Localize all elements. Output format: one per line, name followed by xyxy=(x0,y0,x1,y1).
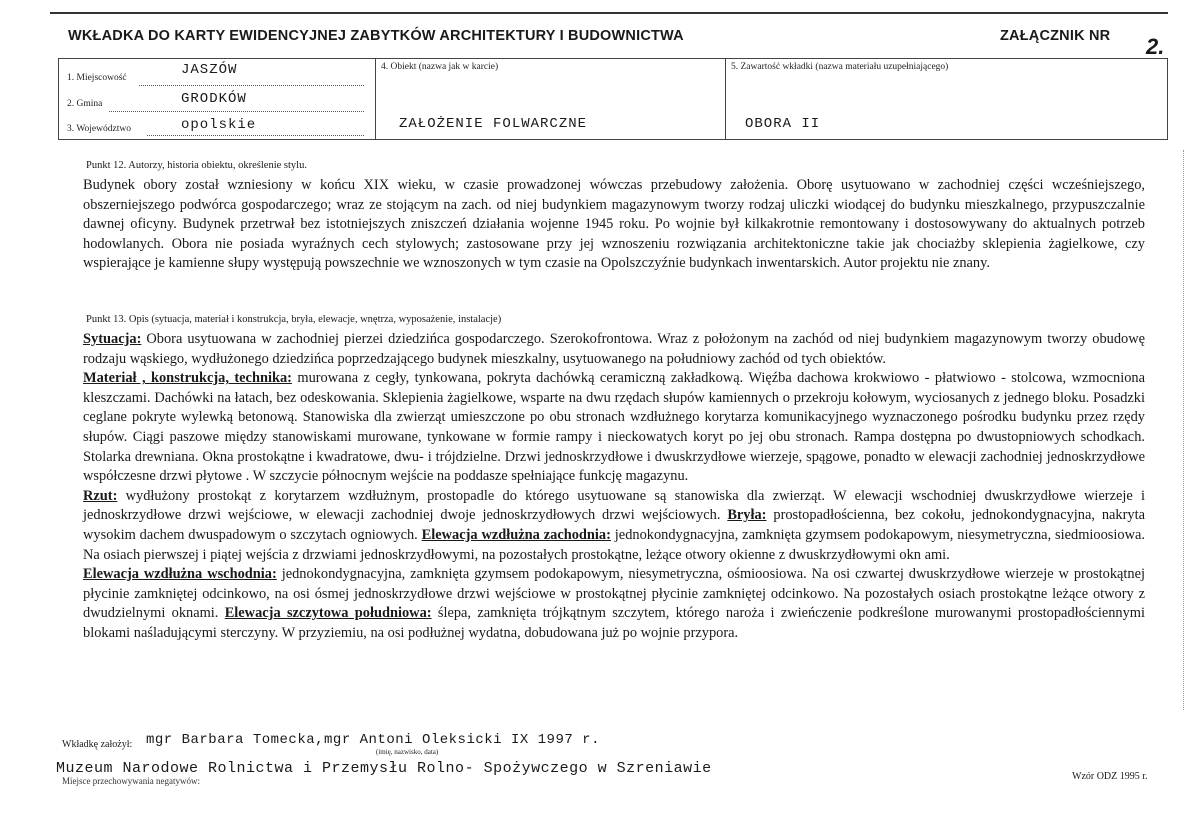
locality-dots xyxy=(139,85,364,86)
voivodeship-value: opolskie xyxy=(181,117,257,133)
east-elevation-paragraph xyxy=(83,565,1145,643)
west-elevation-text: jednokondygnacyjna, zamknięta gzymsem podokapowym, niesymetryczna, siedmioosiowa. Na osiach pierwszej i piątej wejścia z drzwiami jednoskrzydłowymi, na pozostałych prostokątne, leżące otwory okienne z dwuskrzydłowymi okn ami. xyxy=(83,526,1145,563)
section12-caption: Punkt 12. Autorzy, historia obiektu, określenie stylu. xyxy=(86,160,307,171)
identification-grid xyxy=(58,58,1168,140)
author-sublabel: (imię, nazwisko, data) xyxy=(376,748,439,756)
negatives-location-label: Miejsce przechowywania negatywów: xyxy=(62,776,200,786)
locality-value: JASZÓW xyxy=(181,62,238,78)
document-title: WKŁADKA DO KARTY EWIDENCYJNEJ ZABYTKÓW ARCHITEKTURY I BUDOWNICTWA xyxy=(68,28,684,44)
massing-heading: Bryła: xyxy=(727,507,767,524)
plan-text: wydłużony prostokąt z korytarzem wzdłużnym, prostopadle do którego usytuowane są stanowiska dla zwierząt. W elewacji wschodniej dwuskrzydłowe wierzeje i jednoskrzydłowe drzwi wejściowe, w elewacji zachodniej dwoje jednoskrzydłowych drzwi wejściowych. xyxy=(83,487,1145,524)
author-label: Wkładkę założył: xyxy=(62,739,133,750)
history-paragraph: Budynek obory został wzniesiony w końcu XIX wieku, w czasie prowadzonej wówczas przebudowy założenia. Oborę usytuowano w zachodniej części wcześniejszego, obszerniejszego podwórca gospodarczego; wraz ze stojącym na zach. od niej budynkiem magazynowym tworzy rodzaj uliczki wiodącej do budynku mieszkalnego, przypuszczalnie dawnej oficyny. Budynek przetrwał bez istotniejszych zniszczeń działania wojenne 1945 roku. Po wojnie był kilkakrotnie remontowany i dostosowywany do aktualnych potrzeb hodowlanych. Obora nie posiada wyraźnych cech stylowych; zastosowane przy jej wznoszeniu rozwiązania architektoniczne takie jak chociażby sklepienia żagielkowe, czy wspierające je kamienne słupy występują powszechnie we wznoszonych w tym czasie na Opolszczyźnie budynkach inwentarskich. Autor projektu nie znany. xyxy=(83,177,1145,272)
commune-value: GRODKÓW xyxy=(181,91,247,107)
massing-text: prostopadłościenna, bez cokołu, jednokondygnacyjna, nakryta wysokim dachem dwuspadowym o szczytach ogniowych. xyxy=(83,507,1145,543)
east-elevation-text: jednokondygnacyjna, zamknięta gzymsem podokapowym, niesymetryczna, ośmioosiowa. Na osi czwartej dwuskrzydłowe wierzeje w prostokątnej płycinie zamkniętej odcinkowo, na osi ósmej jednoskrzydłowe drzwi wejściowe w prostokątnej płycinie zamkniętej odcinkowo. Na pozostałych osiach prostokątne leżące otwory z dwudzielnymi oknami. xyxy=(83,566,1145,622)
material-heading: Materiał , konstrukcja, technika: xyxy=(83,370,292,387)
object-label: 4. Obiekt (nazwa jak w karcie) xyxy=(381,62,499,72)
plan-heading: Rzut: xyxy=(83,487,118,504)
commune-label: 2. Gmina xyxy=(67,99,103,109)
annex-number: 2. xyxy=(1146,34,1165,59)
material-text: murowana z cegły, tynkowana, pokryta dachówką ceramiczną zakładkową. Więźba dachowa krokwiowo - płatwiowo - stolcowa, wzmocniona kleszczami. Dachówki na łatach, bez odeskowania. Sklepienia żagielkowe, wsparte na dwu rzędach słupów kamiennych o przekroju kołowym, wyciosanych z jednego bloku. Posadzki ceglane pokryte wylewką betonową. Stanowiska dla zwierząt umieszczone po obu stronach wzdłużnego korytarza komunikacyjnego wyznaczonego pośrodku budynku przez rzędy słupów. Ciągi paszowe między stanowiskami murowane, tynkowane w formie rampy i nieckowatych koryt po jej obu stronach. Rampa dostępna po dwustopniowych schodkach. Stolarka drewniana. Okna prostokątne i kwadratowe, dwu- i trójdzielne. Drzwi jednoskrzydłowe i dwuskrzydłowe wierzeje, spągowe, ponadto w elewacji zachodniej jednoskrzydłowe współczesne drzwi płytowe . W szczycie północnym wejście na poddasze spełniające funkcję magazynu. xyxy=(83,370,1146,485)
page-edge xyxy=(1183,150,1184,710)
object-value: ZAŁOŻENIE FOLWARCZNE xyxy=(399,116,588,132)
situation-text: Obora usytuowana w zachodniej pierzei dziedzińca gospodarczego. Szerokofrontowa. Wraz z położonym na zachód od niej budynkiem magazynowym tworzy obudowę rodzaju wąskiego, wydłużonego dziedzińca poprzedzającego budynek mieszkalny, usytuowanego na południowy zachód od tych obiektów. xyxy=(83,331,1145,367)
voivodeship-label: 3. Województwo xyxy=(67,124,131,134)
locality-label: 1. Miejscowość xyxy=(67,73,127,83)
situation-heading: Sytuacja: xyxy=(83,331,142,347)
section13-caption: Punkt 13. Opis (sytuacja, materiał i konstrukcja, bryła, elewacje, wnętrza, wyposażenie, instalacje) xyxy=(86,314,502,325)
author-value: mgr Barbara Tomecka,mgr Antoni Oleksicki IX 1997 r. xyxy=(146,732,600,748)
section13-text xyxy=(83,330,1145,644)
voivodeship-dots xyxy=(147,135,364,136)
section12-text xyxy=(83,176,1145,274)
insert-content-label: 5. Zawartość wkładki (nazwa materiału uzupełniającego) xyxy=(731,62,949,72)
grid-divider xyxy=(375,59,376,139)
form-version: Wzór ODZ 1995 r. xyxy=(1072,771,1148,782)
situation-paragraph xyxy=(83,330,1145,369)
grid-divider xyxy=(725,59,726,139)
east-elevation-heading: Elewacja wzdłużna wschodnia: xyxy=(83,566,277,583)
top-rule xyxy=(50,12,1168,14)
negatives-location-value: Muzeum Narodowe Rolnictwa i Przemysłu Rolno- Spożywczego w Szreniawie xyxy=(56,760,712,777)
annex-label: ZAŁĄCZNIK NR xyxy=(1000,28,1111,44)
material-paragraph xyxy=(83,369,1145,487)
insert-content-value: OBORA II xyxy=(745,116,821,132)
south-gable-text: ślepa, zamknięta trójkątnym szczytem, którego naroża i zwieńczenie podkreślone murowanymi prostopadłościennymi blokami naśladującymi sterczyny. W przyziemiu, na osi podłużnej wydatna, dobudowana już po wojnie przypora. xyxy=(83,605,1145,641)
west-elevation-heading: Elewacja wzdłużna zachodnia: xyxy=(421,526,611,543)
plan-paragraph xyxy=(83,487,1145,565)
commune-dots xyxy=(109,111,364,112)
south-gable-heading: Elewacja szczytowa południowa: xyxy=(224,605,432,622)
